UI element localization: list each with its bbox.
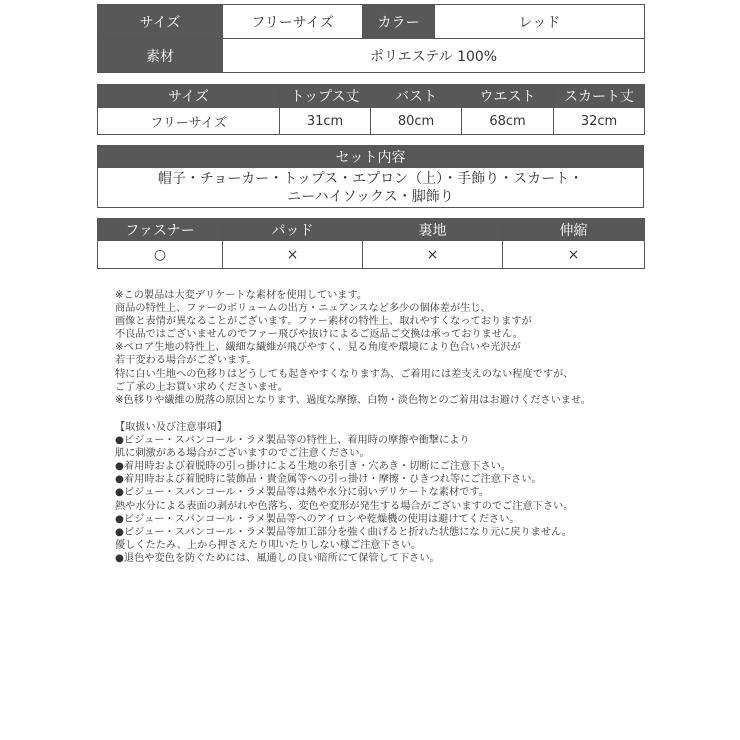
care-line: 優しくたたみ、上から押さえたり叩いたりしない様ご注意下さい。 xyxy=(115,539,422,551)
table-cell: ○ xyxy=(98,241,223,269)
material-value: ポリエステル 100% xyxy=(223,39,645,73)
set-contents-header: セット内容 xyxy=(98,146,644,168)
note-line: ※色移りや繊維の脱落の原因となります、過度な摩擦、白物・淡色物とのご着用はお避けくださいませ。 xyxy=(115,394,592,406)
care-line: 肌に刺激がある場合がございますのでご注意ください。 xyxy=(115,448,370,460)
note-line: ※この製品は大変デリケートな素材を使用しています。 xyxy=(115,290,368,301)
care-line: ●着用時および着脱時の引っ掛けによる生地の糸引き・穴あき・切断にご注意下さい。 xyxy=(115,461,512,473)
basic-spec-table xyxy=(97,4,645,73)
table-row xyxy=(98,241,645,269)
care-instructions xyxy=(115,421,735,565)
care-line: ●ビジュー・スパンコール・ラメ製品等へのアイロンや乾燥機の使用は避けてください。 xyxy=(115,513,520,525)
note-line: 特に白い生地への色移りはどうしても起きやすくなります為、ご着用には差支えのない程度ですが、 xyxy=(115,368,574,380)
note-line: ご了承の上お買い求めくださいませ。 xyxy=(115,381,288,393)
set-contents-value xyxy=(98,168,644,208)
table-row xyxy=(98,5,645,39)
table-cell: 32cm xyxy=(554,108,645,135)
column-header: バスト xyxy=(371,85,462,108)
set-contents-line: 帽子・チョーカー・トップス・エプロン（上）・手飾り・スカート・ xyxy=(157,170,584,187)
table-header-row xyxy=(98,146,644,168)
note-line: ※ベロア生地の特性上、繊細な繊維が飛びやすく、見る角度や環境により色合いや光沢が xyxy=(115,342,521,354)
measurement-table xyxy=(97,84,645,135)
table-cell: 80cm xyxy=(371,108,462,135)
material-label: 素材 xyxy=(98,39,223,73)
set-contents-table xyxy=(97,145,644,208)
column-header: スカート丈 xyxy=(554,85,645,108)
column-header: ウエスト xyxy=(462,85,554,108)
set-contents-line: ニーハイソックス・脚飾り xyxy=(287,188,454,205)
note-line: 画像と表情が異なることがございます。ファー素材の特性上、取れやすくなっておりますが xyxy=(115,316,532,328)
table-row xyxy=(98,108,645,135)
size-label: サイズ xyxy=(98,5,223,39)
column-header: サイズ xyxy=(98,85,280,108)
table-header-row xyxy=(98,85,645,108)
care-line: ●ビジュー・スパンコール・ラメ製品等加工部分を強く曲げると折れた状態になり元に戻りません。 xyxy=(115,526,573,538)
table-cell: 31cm xyxy=(280,108,371,135)
table-row xyxy=(98,168,644,208)
note-line: 不良品ではございませんのでファー飛びや抜けによるご返品ご交換は承っておりません。 xyxy=(115,329,523,341)
table-header-row xyxy=(98,219,645,241)
table-cell: × xyxy=(223,241,363,269)
color-label: カラー xyxy=(363,5,435,39)
product-notes xyxy=(115,289,735,407)
table-cell: フリーサイズ xyxy=(98,108,280,135)
care-line: ●退色や変色を防ぐためには、風通しの良い暗所にて保管して下さい。 xyxy=(115,552,440,564)
table-cell: 68cm xyxy=(462,108,554,135)
care-line: ●着用時および着脱時に装飾品・貴金属等への引っ掛け・摩擦・ひきつれ等にご注意下さい。 xyxy=(115,474,542,486)
column-header: ファスナー xyxy=(98,219,223,241)
table-cell: × xyxy=(363,241,503,269)
column-header: パッド xyxy=(223,219,363,241)
care-line: ●ビジュー・スパンコール・ラメ製品等の特性上、着用時の摩擦や衝撃により xyxy=(115,435,470,447)
table-row xyxy=(98,39,645,73)
color-value: レッド xyxy=(435,5,645,39)
note-line: 商品の特性上、ファーのボリュームの出方・ニュアンスなど多少の個体差が生じ、 xyxy=(115,303,491,315)
care-line: 熱や水分による表面の剥がれや色落ち、変色や変形が発生する場合がございますのでご注意下さい。 xyxy=(115,500,574,512)
features-table xyxy=(97,218,645,269)
column-header: トップス丈 xyxy=(280,85,371,108)
care-line: ●ビジュー・スパンコール・ラメ製品等は熱や水分に弱いデリケートな素材です。 xyxy=(115,487,489,499)
size-value: フリーサイズ xyxy=(223,5,363,39)
column-header: 伸縮 xyxy=(503,219,645,241)
care-heading: 【取扱い及び注意事項】 xyxy=(115,422,228,433)
column-header: 裏地 xyxy=(363,219,503,241)
table-cell: × xyxy=(503,241,645,269)
note-line: 若干変わる場合がございます。 xyxy=(115,355,257,367)
